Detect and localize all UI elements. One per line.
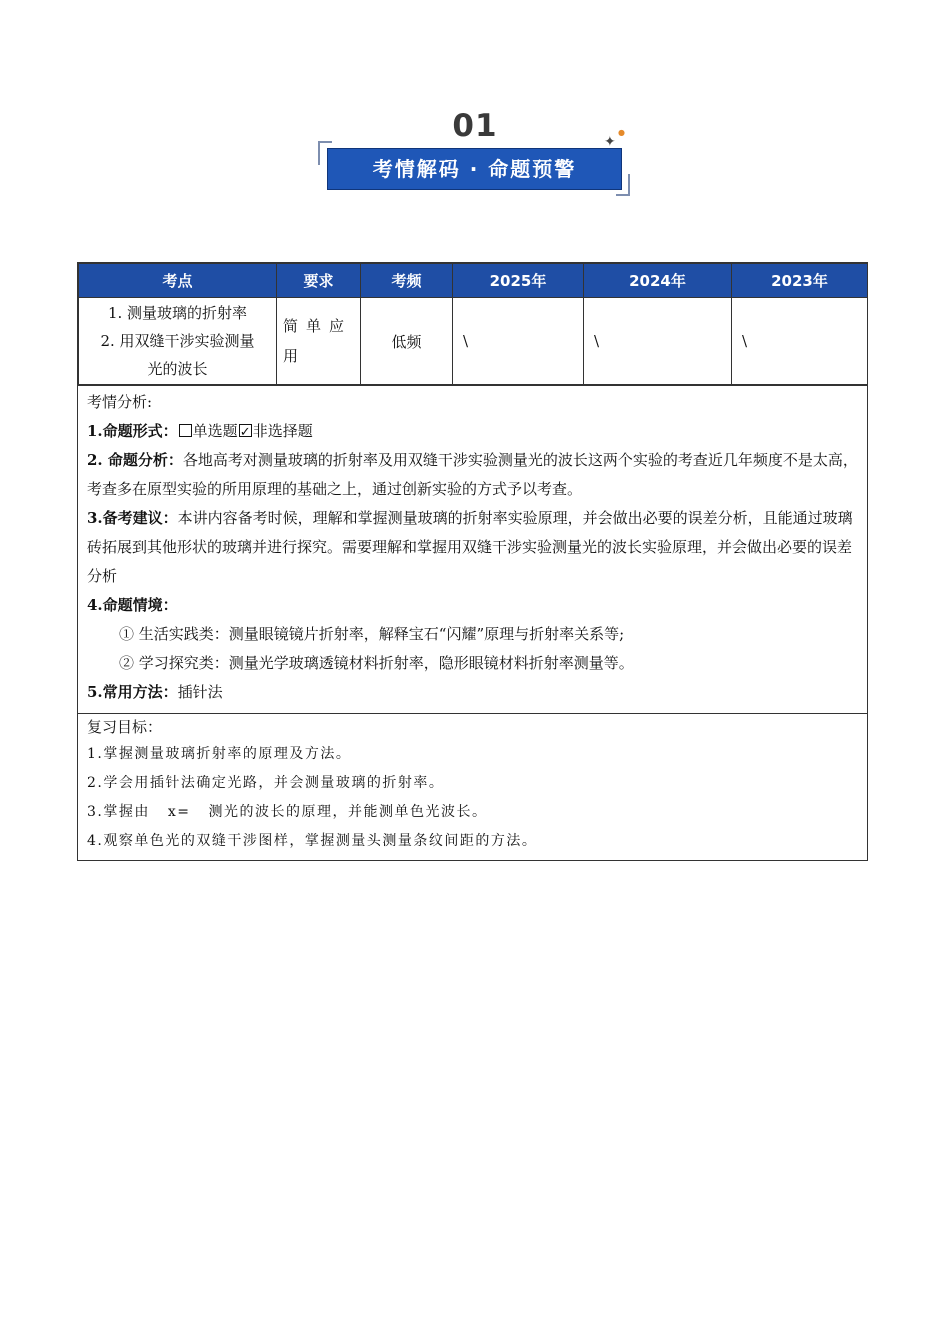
header-row: [79, 264, 868, 298]
analysis-label: 2. 命题分析：: [87, 451, 183, 469]
requirement-cell: 简单应用: [277, 298, 361, 385]
header-requirement: 要求: [277, 264, 361, 298]
banner-title: 考情解码 · 命题预警: [372, 157, 577, 181]
context-label: 4.命题情境：: [87, 596, 178, 614]
question-form: [87, 417, 860, 446]
goal-item: 1.掌握测量玻璃折射率的原理及方法。: [87, 746, 352, 762]
form-single-label: 单选题: [192, 422, 238, 440]
analysis-heading: 考情分析:: [87, 393, 153, 411]
method-text: 插针法: [177, 683, 223, 701]
goal-item: [87, 798, 860, 827]
year-2025-cell: \: [453, 298, 584, 385]
context-item: ① 生活实践类：测量眼镜镜片折射率，解释宝石“闪耀”原理与折射率关系等;: [119, 625, 625, 643]
kaodian-line: 光的波长: [147, 360, 208, 378]
header-frequency: 考频: [361, 264, 453, 298]
method-label: 5.常用方法：: [87, 683, 178, 701]
goal-text: 测光的波长的原理，并能测单色光波长。: [208, 804, 488, 820]
frequency-cell: 低频: [361, 298, 453, 385]
checkbox-single: [179, 424, 192, 437]
year-2023-cell: \: [732, 298, 868, 385]
kaodian-line: 2. 用双缝干涉实验测量: [100, 332, 255, 350]
goal-item: 2.学会用插针法确定光路，并会测量玻璃的折射率。: [87, 775, 445, 791]
overview-grid: [78, 263, 868, 385]
advice-paragraph: [87, 504, 860, 591]
banner-title-box: [327, 148, 622, 190]
goals-section: [78, 713, 867, 860]
header-kaodian: 考点: [79, 264, 277, 298]
section-number: 01: [452, 108, 498, 144]
header-2025: 2025年: [453, 264, 584, 298]
formula-text: x=: [167, 804, 191, 820]
header-2024: 2024年: [584, 264, 732, 298]
exam-analysis-table: [77, 262, 868, 861]
table-row: [79, 298, 868, 385]
context-item: ② 学习探究类：测量光学玻璃透镜材料折射率，隐形眼镜材料折射率测量等。: [119, 654, 634, 672]
section-banner: [0, 0, 950, 220]
form-non-label: 非选择题: [252, 422, 313, 440]
form-label: 1.命题形式：: [87, 422, 178, 440]
method-paragraph: [87, 678, 860, 707]
analysis-section: [78, 385, 867, 713]
banner-bracket-right: [616, 174, 630, 196]
goal-item: 4.观察单色光的双缝干涉图样，掌握测量头测量条纹间距的方法。: [87, 833, 538, 849]
dot-icon: ●: [618, 128, 625, 137]
goals-heading: 复习目标：: [87, 718, 163, 736]
year-2024-cell: \: [584, 298, 732, 385]
sparkle-icon: ✦: [604, 134, 616, 150]
header-2023: 2023年: [732, 264, 868, 298]
kaodian-line: 1. 测量玻璃的折射率: [107, 304, 248, 322]
checkbox-non-choice: [239, 424, 252, 437]
goal-text: 3.掌握由: [87, 804, 150, 820]
advice-label: 3.备考建议：: [87, 509, 178, 527]
advice-text: 本讲内容备考时候，理解和掌握测量玻璃的折射率实验原理，并会做出必要的误差分析，且能通过玻璃砖拓展到其他形状的玻璃并进行探究。需要理解和掌握用双缝干涉实验测量光的波长实验原理，并会做出必要的误差分析: [87, 509, 853, 585]
analysis-text: 各地高考对测量玻璃的折射率及用双缝干涉实验测量光的波长这两个实验的考查近几年频度不是太高，考查多在原型实验的所用原理的基础之上，通过创新实验的方式予以考查。: [87, 451, 858, 498]
kaodian-cell: [79, 298, 277, 385]
analysis-paragraph: [87, 446, 860, 504]
